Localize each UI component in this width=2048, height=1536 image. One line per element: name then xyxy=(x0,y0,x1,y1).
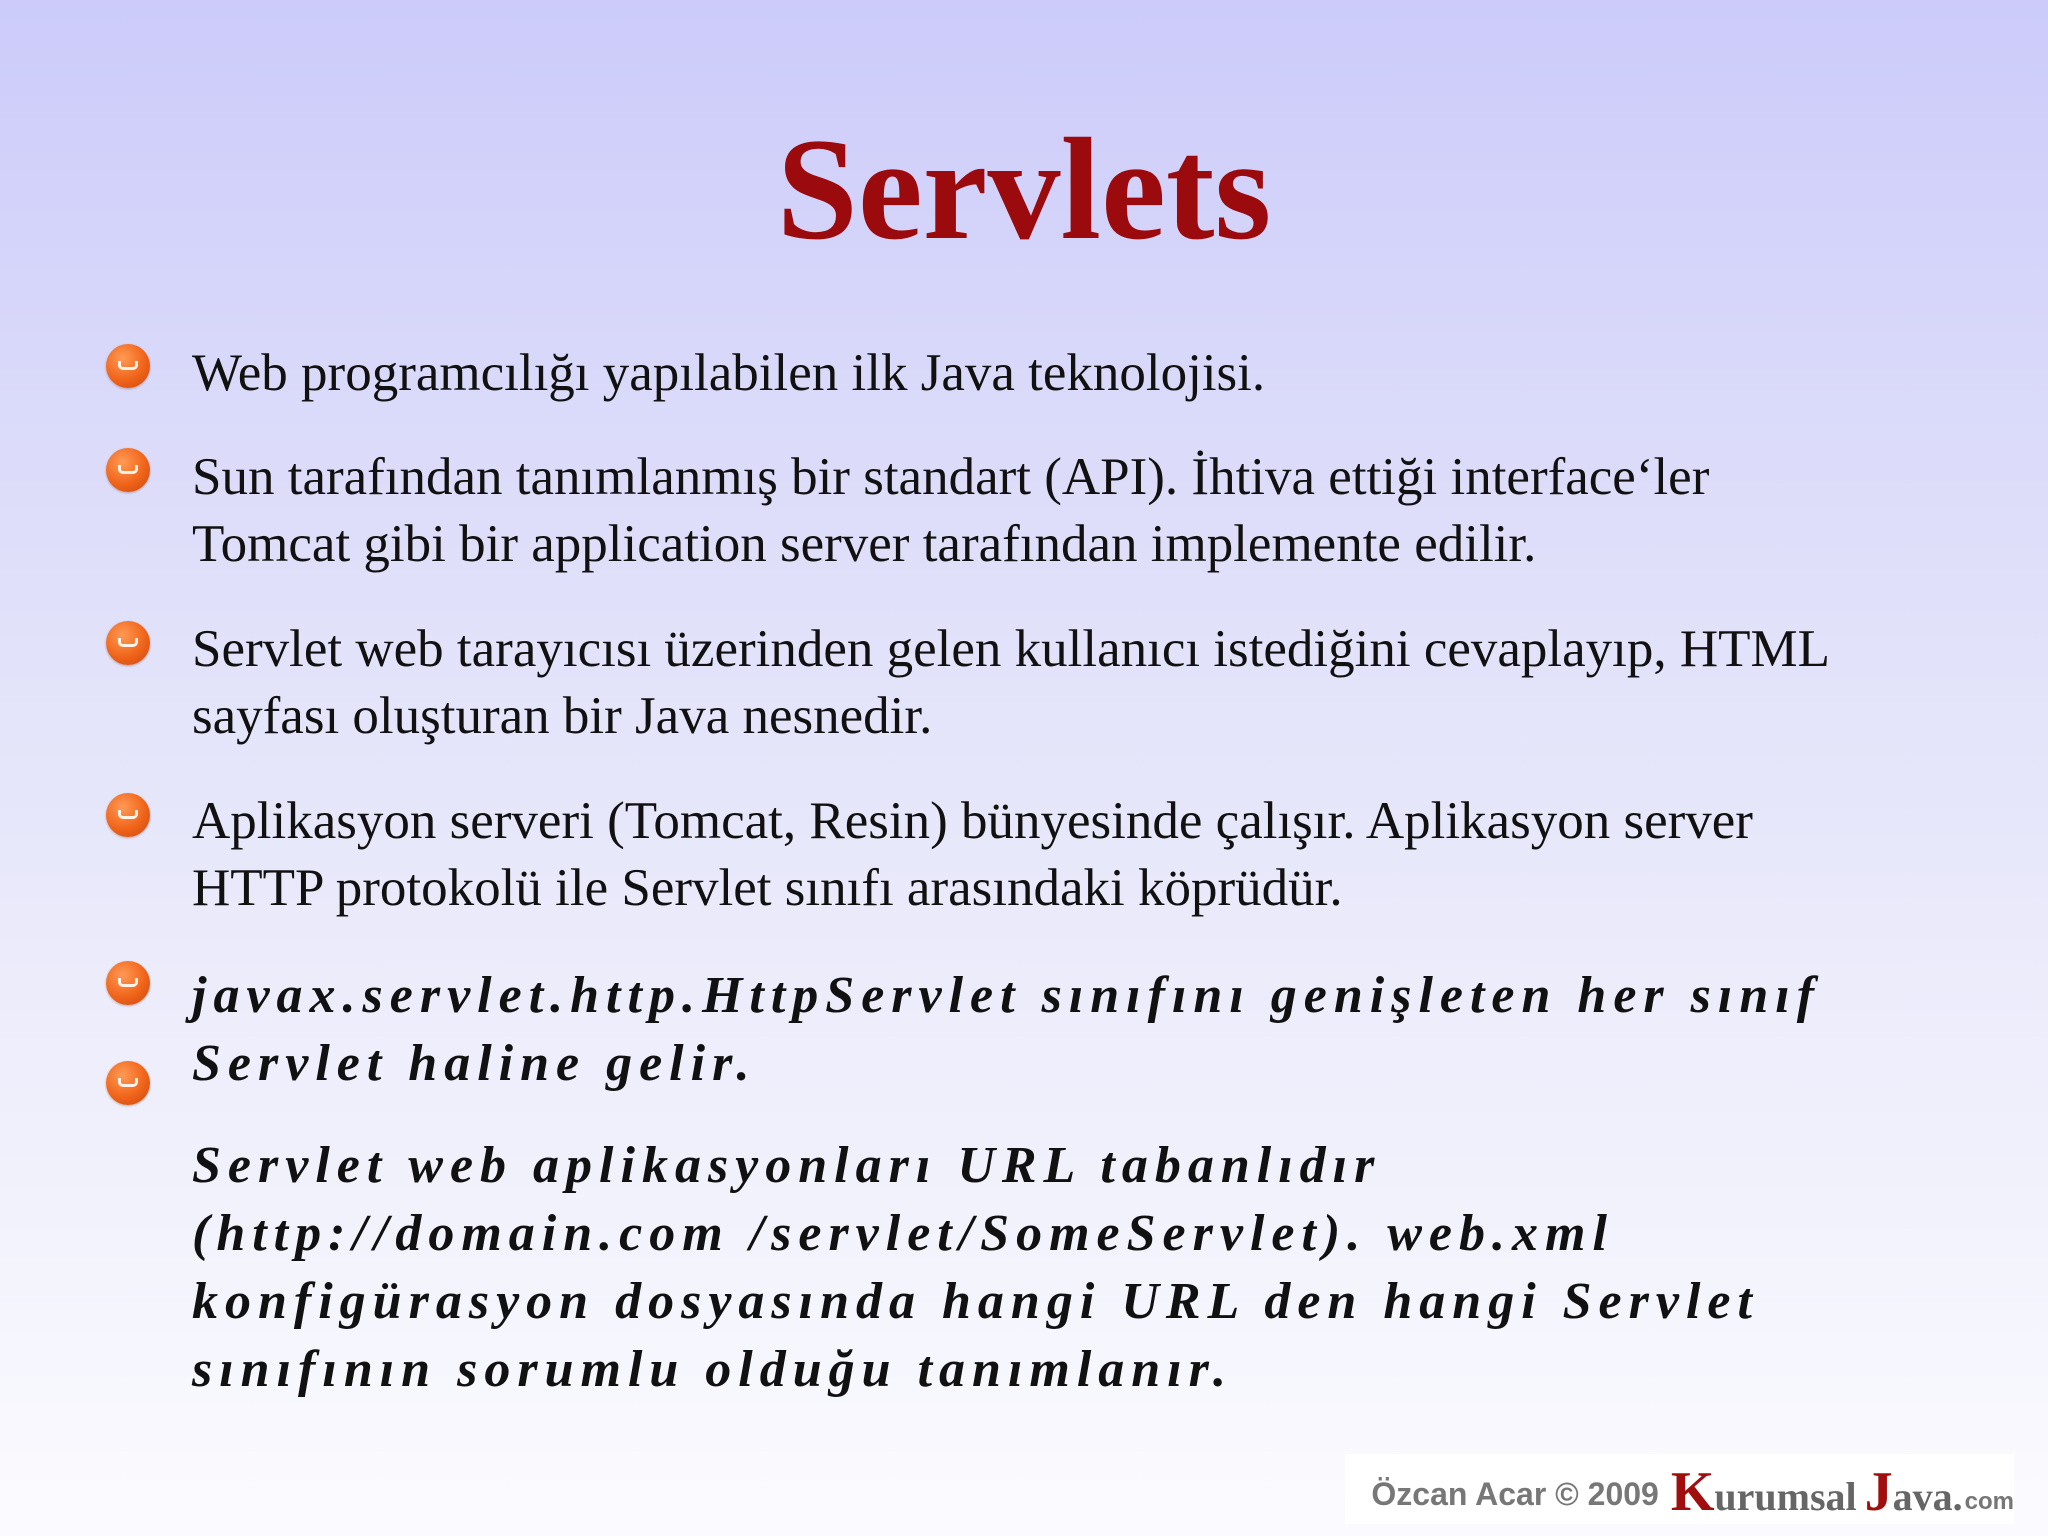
copyright-text: Özcan Acar © 2009 xyxy=(1371,1476,1659,1512)
bullet-text-4: Aplikasyon serveri (Tomcat, Resin) bünyesinde çalışır. Aplikasyon server HTTP protokolü ile Servlet sınıfı arasındaki köprüdür. xyxy=(192,792,1753,917)
bullet-text-2: Sun tarafından tanımlanmış bir standart (API). İhtiva ettiği interface‘ler Tomcat gibi bir application server tarafından implemente edilir. xyxy=(192,448,1710,573)
bullet-icon xyxy=(106,793,150,837)
bullet-text-1: Web programcılığı yapılabilen ilk Java teknolojisi. xyxy=(192,344,1266,402)
bullet-text-3: Servlet web tarayıcısı üzerinden gelen kullanıcı istediğini cevaplayıp, HTML sayfası oluşturan bir Java nesnedir. xyxy=(192,620,1831,745)
brand-word-urumsal: urumsal xyxy=(1714,1474,1857,1519)
bullet-icon xyxy=(106,961,150,1005)
slide-title: Servlets xyxy=(776,108,1272,270)
bullet-icon xyxy=(106,448,150,492)
brand-word-ava: ava. xyxy=(1892,1474,1963,1519)
brand-letter-k: K xyxy=(1670,1461,1715,1523)
bullet-text-6: Servlet web aplikasyonları URL tabanlıdır (http://domain.com /servlet/SomeServlet). web.xml konfigürasyon dosyasında hangi URL den hangi Servlet sınıfının sorumlu olduğu tanımlanır. xyxy=(192,1137,1759,1398)
footer-branding xyxy=(1345,1454,2014,1524)
bullet-icon xyxy=(106,344,150,388)
brand-letter-j: J xyxy=(1864,1461,1893,1523)
bullet-icon xyxy=(106,1061,150,1105)
bullet-text-5: javax.servlet.http.HttpServlet sınıfını genişleten her sınıf Servlet haline gelir. xyxy=(192,967,1822,1092)
brand-com: com xyxy=(1964,1488,2014,1515)
bullet-icon xyxy=(106,621,150,665)
brand-logo xyxy=(1670,1461,2014,1523)
